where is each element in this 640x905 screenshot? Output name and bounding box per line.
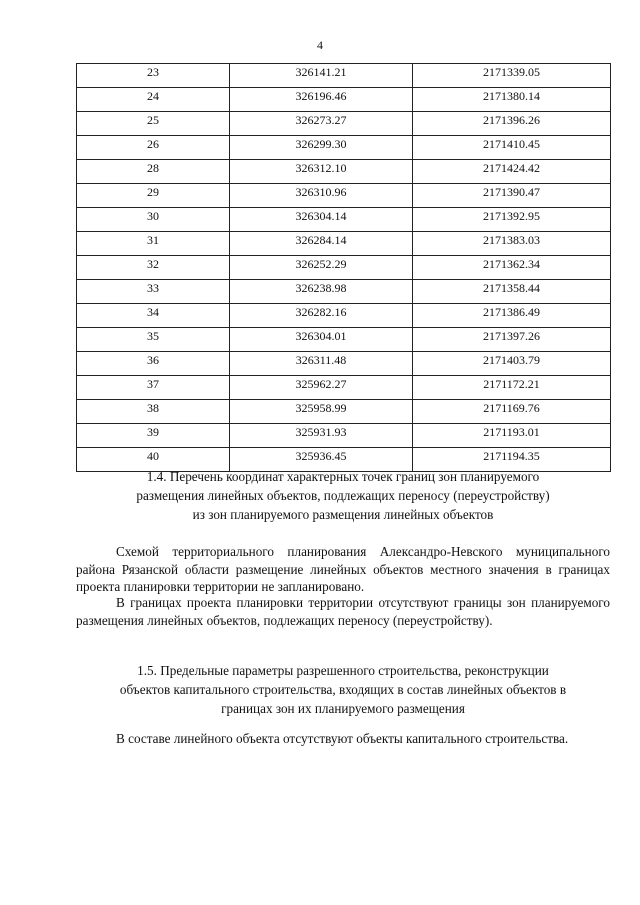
coordinates-table: [76, 63, 611, 472]
x-coordinate-cell: 326284.14: [230, 232, 413, 256]
x-coordinate-cell: 326310.96: [230, 184, 413, 208]
x-coordinate-cell: 325931.93: [230, 424, 413, 448]
y-coordinate-cell: 2171424.42: [413, 160, 611, 184]
x-coordinate-cell: 325962.27: [230, 376, 413, 400]
x-coordinate-cell: 326311.48: [230, 352, 413, 376]
section-1-5-heading-line1: 1.5. Предельные параметры разрешенного строительства, реконструкции: [137, 663, 549, 678]
y-coordinate-cell: 2171392.95: [413, 208, 611, 232]
point-number-cell: 37: [77, 376, 230, 400]
x-coordinate-cell: 326196.46: [230, 88, 413, 112]
y-coordinate-cell: 2171383.03: [413, 232, 611, 256]
table-row: [77, 352, 611, 376]
point-number-cell: 39: [77, 424, 230, 448]
point-number-cell: 30: [77, 208, 230, 232]
section-1-4-paragraph-1: Схемой территориального планирования Александро-Невского муниципального района Рязанской области размещение линейных объектов местного значения в границах проекта планировки территории не запланировано.: [76, 544, 610, 594]
table-row: [77, 400, 611, 424]
x-coordinate-cell: 326282.16: [230, 304, 413, 328]
point-number-cell: 26: [77, 136, 230, 160]
x-coordinate-cell: 326252.29: [230, 256, 413, 280]
section-1-5-heading-line2: объектов капитального строительства, входящих в состав линейных объектов в: [119, 682, 567, 697]
x-coordinate-cell: 326273.27: [230, 112, 413, 136]
y-coordinate-cell: 2171193.01: [413, 424, 611, 448]
table-row: [77, 64, 611, 88]
section-1-4-paragraph-2: В границах проекта планировки территории отсутствуют границы зон планируемого размещения линейных объектов, подлежащих переносу (переустройству).: [76, 595, 610, 628]
y-coordinate-cell: 2171339.05: [413, 64, 611, 88]
section-1-4-heading: [76, 467, 610, 524]
table-row: [77, 208, 611, 232]
x-coordinate-cell: 326312.10: [230, 160, 413, 184]
table-row: [77, 184, 611, 208]
table-row: [77, 232, 611, 256]
y-coordinate-cell: 2171386.49: [413, 304, 611, 328]
section-1-4-heading-line3: из зон планируемого размещения линейных объектов: [192, 507, 494, 522]
y-coordinate-cell: 2171390.47: [413, 184, 611, 208]
y-coordinate-cell: 2171172.21: [413, 376, 611, 400]
page-number: 4: [317, 38, 323, 52]
table-row: [77, 424, 611, 448]
point-number-cell: 38: [77, 400, 230, 424]
y-coordinate-cell: 2171403.79: [413, 352, 611, 376]
x-coordinate-cell: 326304.14: [230, 208, 413, 232]
table-row: [77, 136, 611, 160]
point-number-cell: 35: [77, 328, 230, 352]
table-row: [77, 160, 611, 184]
point-number-cell: 33: [77, 280, 230, 304]
x-coordinate-cell: 326304.01: [230, 328, 413, 352]
x-coordinate-cell: 325958.99: [230, 400, 413, 424]
table-row: [77, 88, 611, 112]
table-row: [77, 376, 611, 400]
point-number-cell: 28: [77, 160, 230, 184]
x-coordinate-cell: 325936.45: [230, 448, 413, 472]
point-number-cell: 25: [77, 112, 230, 136]
coordinates-table-body: [77, 64, 611, 472]
table-row: [77, 280, 611, 304]
y-coordinate-cell: 2171169.76: [413, 400, 611, 424]
y-coordinate-cell: 2171396.26: [413, 112, 611, 136]
point-number-cell: 36: [77, 352, 230, 376]
point-number-cell: 24: [77, 88, 230, 112]
section-1-5-heading-line3: границах зон их планируемого размещения: [221, 701, 465, 716]
y-coordinate-cell: 2171410.45: [413, 136, 611, 160]
table-row: [77, 112, 611, 136]
point-number-cell: 34: [77, 304, 230, 328]
y-coordinate-cell: 2171362.34: [413, 256, 611, 280]
y-coordinate-cell: 2171397.26: [413, 328, 611, 352]
x-coordinate-cell: 326141.21: [230, 64, 413, 88]
y-coordinate-cell: 2171194.35: [413, 448, 611, 472]
point-number-cell: 29: [77, 184, 230, 208]
y-coordinate-cell: 2171380.14: [413, 88, 611, 112]
table-row: [77, 304, 611, 328]
x-coordinate-cell: 326238.98: [230, 280, 413, 304]
point-number-cell: 31: [77, 232, 230, 256]
section-1-4-heading-line2: размещения линейных объектов, подлежащих переносу (переустройству): [136, 488, 550, 503]
point-number-cell: 32: [77, 256, 230, 280]
x-coordinate-cell: 326299.30: [230, 136, 413, 160]
y-coordinate-cell: 2171358.44: [413, 280, 611, 304]
table-row: [77, 328, 611, 352]
point-number-cell: 23: [77, 64, 230, 88]
point-number-cell: 40: [77, 448, 230, 472]
section-1-5-paragraph-1: В составе линейного объекта отсутствуют объекты капитального строительства.: [116, 731, 569, 746]
table-row: [77, 256, 611, 280]
section-1-4-heading-line1: 1.4. Перечень координат характерных точек границ зон планируемого: [146, 469, 540, 484]
section-1-5-heading: [76, 661, 610, 718]
